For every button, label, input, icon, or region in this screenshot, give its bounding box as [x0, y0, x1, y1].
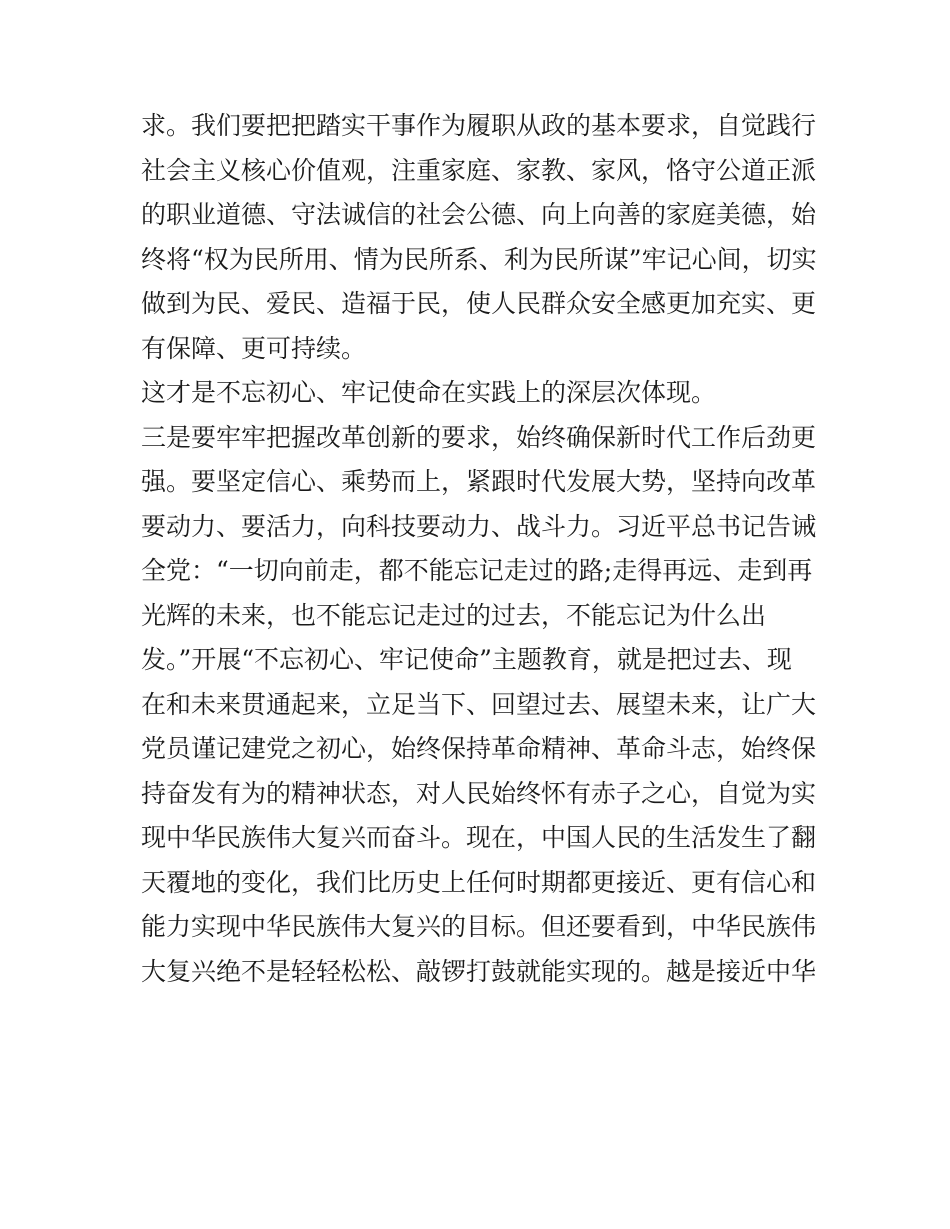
text-line: 现中华民族伟大复兴而奋斗。现在，中国人民的生活发生了翻	[141, 823, 817, 852]
text-line: 终将“权为民所用、情为民所系、利为民所谋”牢记心间，切实	[141, 244, 817, 274]
text-line: 要动力、要活力，向科技要动力、战斗力。习近平总书记告诫	[141, 511, 817, 541]
text-line: 强。要坚定信心、乘势而上，紧跟时代发展大势，坚持向改革	[141, 467, 817, 496]
text-line: 发。”开展“不忘初心、牢记使命”主题教育，就是把过去、现	[141, 645, 792, 674]
text-line: 天覆地的变化，我们比历史上任何时期都更接近、更有信心和	[141, 867, 817, 897]
text-line: 光辉的未来，也不能忘记走过的过去，不能忘记为什么出	[141, 600, 767, 630]
text-line: 这才是不忘初心、牢记使命在实践上的深层次体现。	[141, 378, 717, 407]
text-line: 求。我们要把把踏实干事作为履职从政的基本要求，自觉践行	[141, 111, 817, 140]
text-line: 党员谨记建党之初心，始终保持革命精神、革命斗志，始终保	[141, 734, 817, 763]
text-line: 大复兴绝不是轻轻松松、敲锣打鼓就能实现的。越是接近中华	[141, 956, 817, 986]
text-line: 的职业道德、守法诚信的社会公德、向上向善的家庭美德，始	[141, 200, 817, 229]
text-line: 能力实现中华民族伟大复兴的目标。但还要看到，中华民族伟	[141, 912, 817, 941]
text-line: 三是要牢牢把握改革创新的要求，始终确保新时代工作后劲更	[141, 422, 817, 452]
text-line: 做到为民、爱民、造福于民，使人民群众安全感更加充实、更	[141, 289, 817, 318]
text-line: 社会主义核心价值观，注重家庭、家教、家风，恪守公道正派	[141, 155, 817, 185]
text-line: 有保障、更可持续。	[141, 333, 367, 363]
body-text	[141, 104, 821, 994]
text-line: 全党：“一切向前走，都不能忘记走过的路;走得再远、走到再	[141, 556, 813, 585]
text-line: 持奋发有为的精神状态，对人民始终怀有赤子之心，自觉为实	[141, 778, 817, 808]
text-line: 在和未来贯通起来，立足当下、回望过去、展望未来，让广大	[141, 689, 817, 719]
